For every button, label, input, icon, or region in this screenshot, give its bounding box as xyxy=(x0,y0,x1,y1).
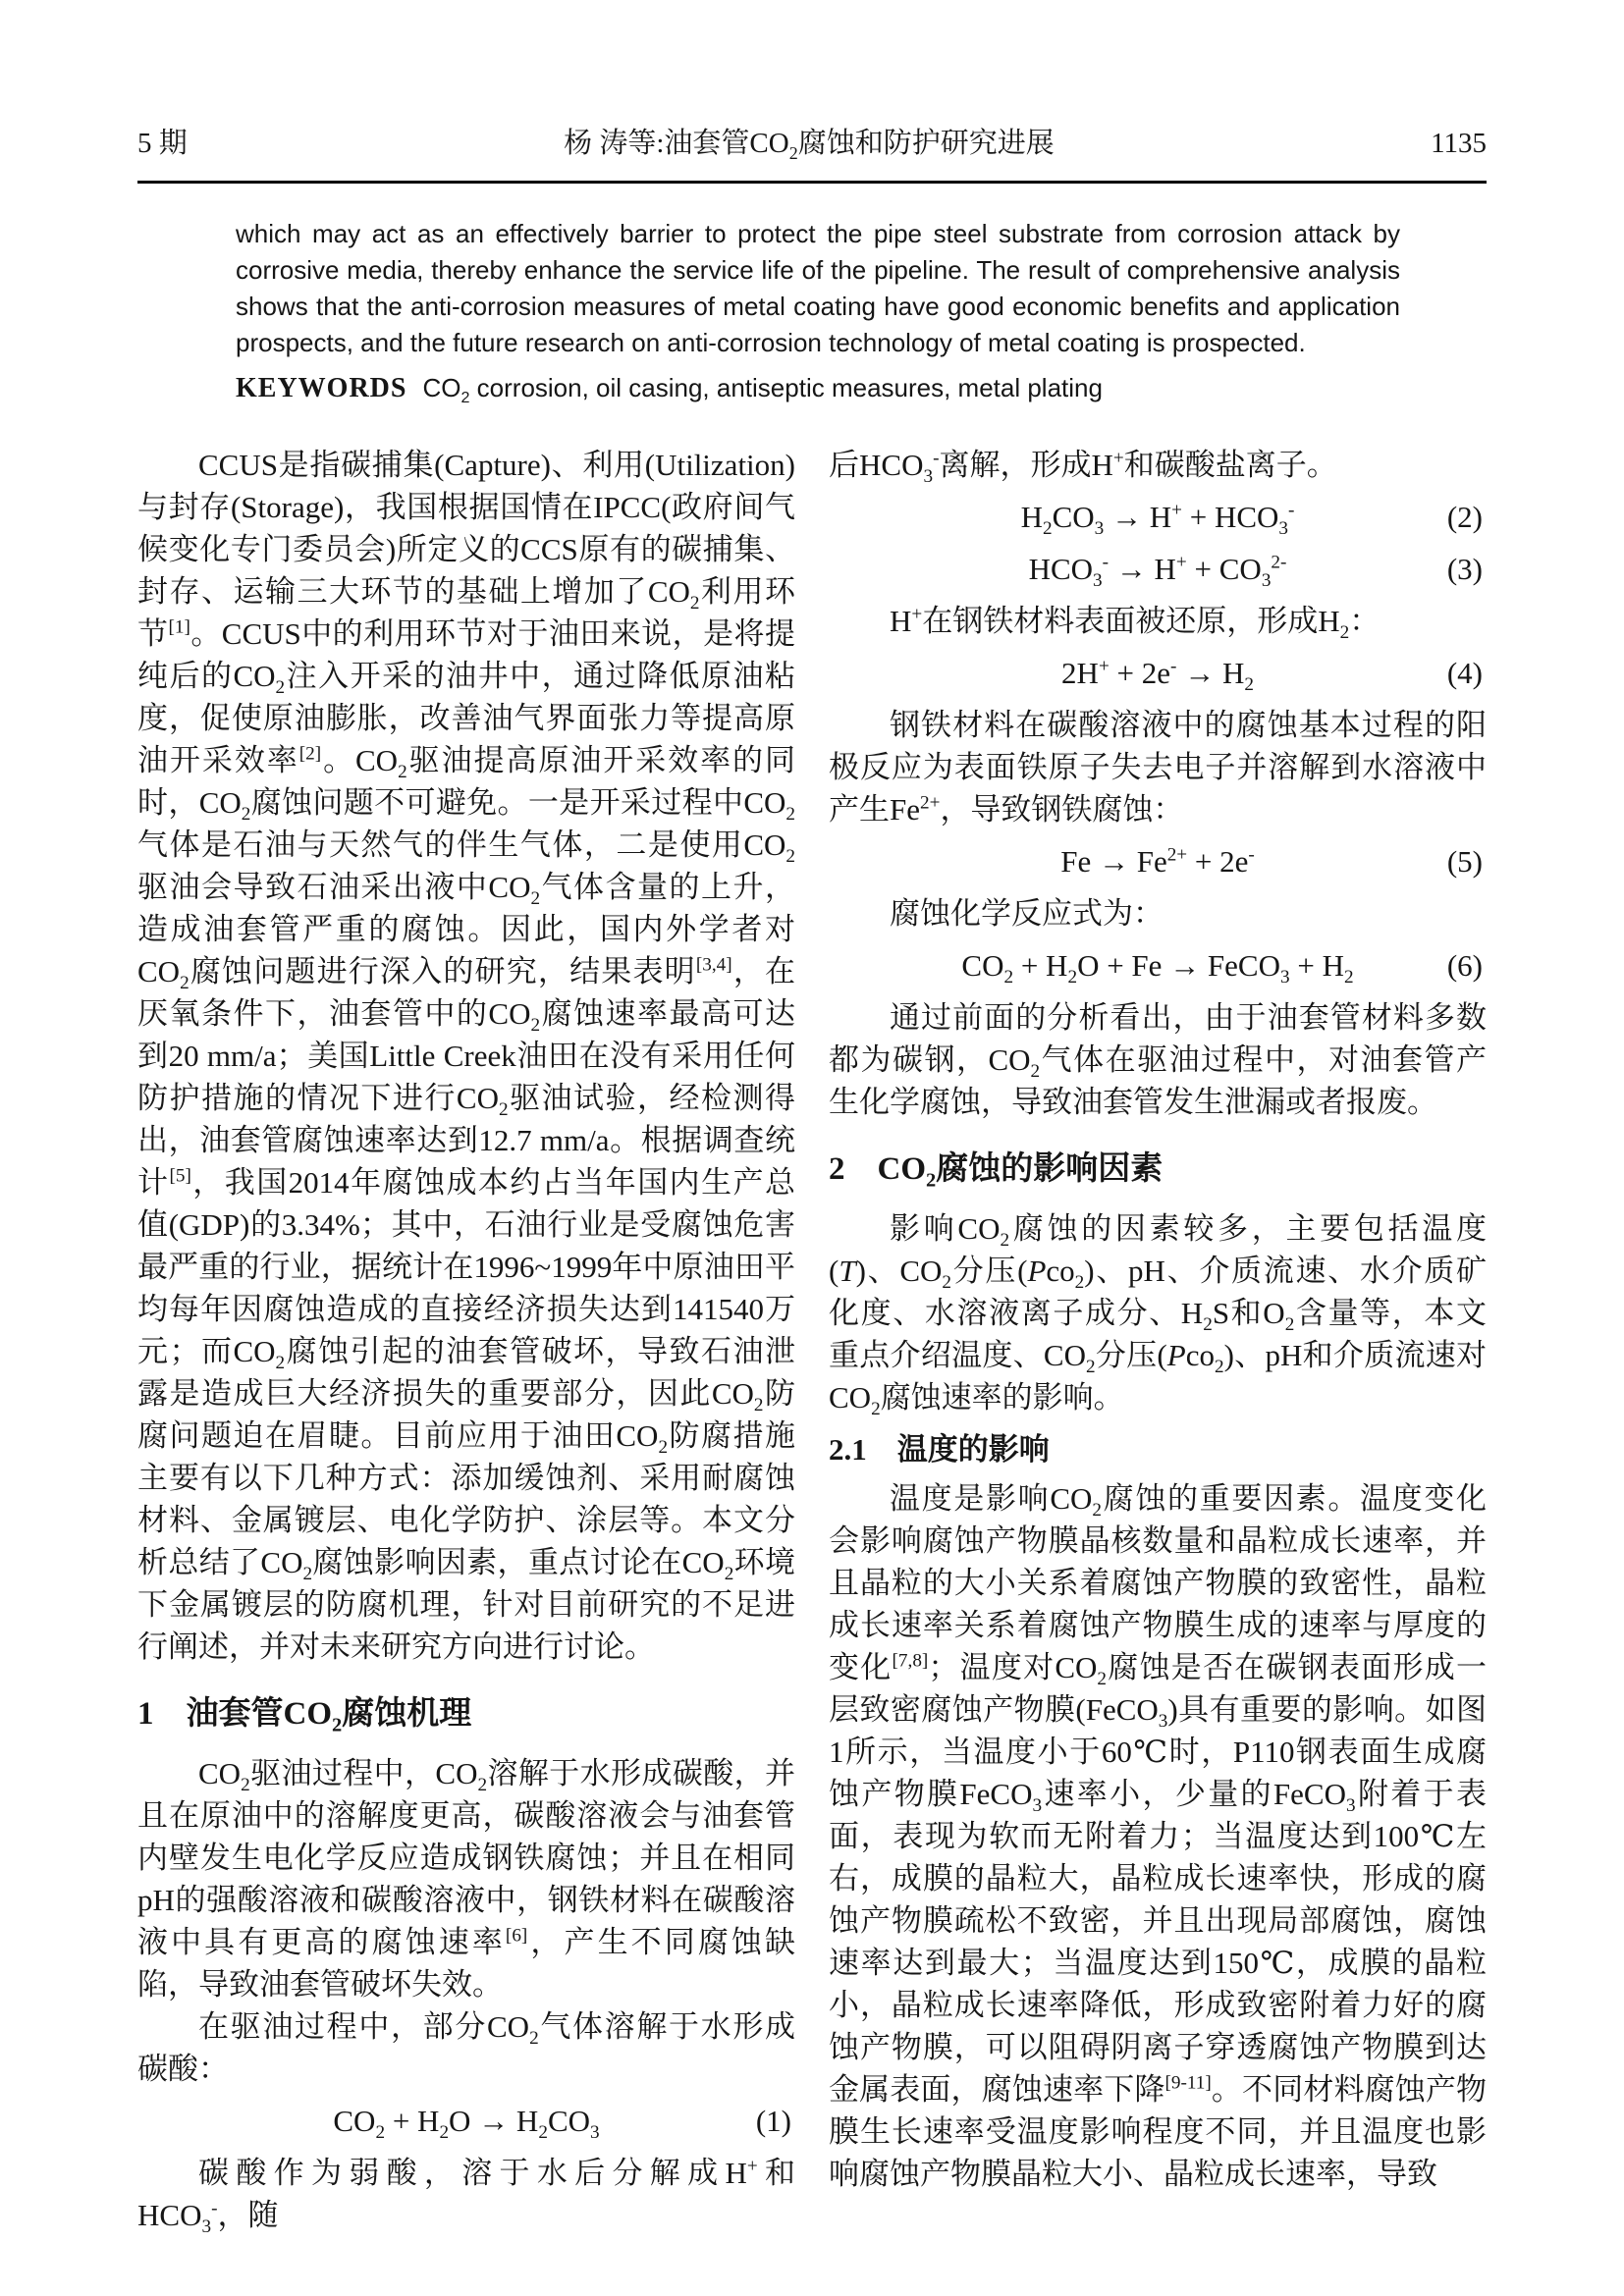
anode-reaction-paragraph: 钢铁材料在碳酸溶液中的腐蚀基本过程的阳极反应为表面铁原子失去电子并溶解到水溶液中产生$Fe^{2+}$，导致钢铁腐蚀： xyxy=(829,708,1487,827)
equation-4-body: $2H^+ + 2e^- \to H_2$ xyxy=(1061,656,1254,696)
chemical-reaction-paragraph: 腐蚀化学反应式为： xyxy=(890,896,1164,931)
keywords-line xyxy=(236,370,1400,406)
equation-2-number: (2) xyxy=(1446,500,1483,534)
equation-5-number: (5) xyxy=(1446,844,1483,879)
equation-4 xyxy=(829,652,1487,694)
equation-6-body: $CO_2 + H_2O + Fe$ → FeCO$_3$ + $H_2$ xyxy=(961,948,1354,988)
equation-3-number: (3) xyxy=(1446,552,1483,586)
equation-1-body: $CO_2 + H_2O \to H_2CO_3$ xyxy=(333,2104,600,2144)
equation-5 xyxy=(829,840,1487,882)
hydrogen-reduction-paragraph: H+在钢铁材料表面被还原，形成$H_2$： xyxy=(890,604,1380,644)
equation-5-body: $Fe \to Fe^{2+} + 2e^-$ xyxy=(1060,844,1255,879)
keywords-text: $CO_2$ corrosion, oil casing, antiseptic measures, metal plating xyxy=(422,373,1103,407)
equation-2-body: $H_2CO_3 \to H^+ + HCO_3^-$ xyxy=(1020,500,1295,540)
header-rule xyxy=(137,181,1487,184)
page-number: 1135 xyxy=(1431,128,1487,159)
equation-4-number: (4) xyxy=(1446,656,1483,690)
summary-paragraph: 通过前面的分析看出，由于油套管材料多数都为碳钢，$CO_2$气体在驱油过程中，对油套管产生化学腐蚀，导致油套管发生泄漏或者报废。 xyxy=(829,1000,1487,1119)
equation-2 xyxy=(829,496,1487,538)
section-1-paragraph-3: 碳酸作为弱酸，溶于水后分解成H+和$HCO_3^-$，随 xyxy=(137,2156,796,2238)
equation-1 xyxy=(137,2100,795,2142)
equation-1-number: (1) xyxy=(755,2104,791,2138)
section-1-paragraph-1: $CO_2$驱油过程中，$CO_2$溶解于水形成碳酸，并且在原油中的溶解度更高，碳酸溶液会与油套管内壁发生电化学反应造成钢铁腐蚀；并且在相同pH的强酸溶液和碳酸溶液中，钢铁材料在碳酸溶液中具有更高的腐蚀速率[6]，产生不同腐蚀缺陷，导致油套管破坏失效。 xyxy=(137,1756,795,2002)
section-2-1-paragraph-1: 温度是影响$CO_2$腐蚀的重要因素。温度变化会影响腐蚀产物膜晶核数量和晶粒成长速率，并且晶粒的大小关系着腐蚀产物膜的致密性，晶粒成长速率关系着腐蚀产物膜生成的速率与厚度的变化[7,8]；温度对$CO_2$腐蚀是否在碳钢表面形成一层致密腐蚀产物膜(FeCO$_3$)具有重要的影响。如图1所示，当温度小于60℃时，P110钢表面生成腐蚀产物膜FeCO$_3$速率小，少量的FeCO$_3$附着于表面，表现为软而无附着力；当温度达到100℃左右，成膜的晶粒大，晶粒成长速率快，形成的腐蚀产物膜疏松不致密，并且出现局部腐蚀，腐蚀速率达到最大；当温度达到150℃，成膜的晶粒小，晶粒成长速率降低，形成致密附着力好的腐蚀产物膜，可以阻碍阴离子穿透腐蚀产物膜到达金属表面，腐蚀速率下降[9-11]。不同材料腐蚀产物膜生长速率受温度影响程度不同，并且温度也影响腐蚀产物膜晶粒大小、晶粒成长速率，导致 xyxy=(829,1481,1488,2191)
continuation-paragraph: 后$HCO_3^-$离解，形成H+和碳酸盐离子。 xyxy=(829,448,1337,488)
abstract-text: which may act as an effectively barrier to protect the pipe steel substrate from corrosion attack by corrosive media, thereby enhance the service life of the pipeline. The result of comprehensive analysis shows that the anti-corrosion measures of metal coating have good economic benefits and application prospects, and the future research on anti-corrosion technology of metal coating is prospected. xyxy=(236,219,1400,357)
keywords-label: KEYWORDS xyxy=(236,373,407,403)
right-column xyxy=(829,444,1487,2236)
equation-6 xyxy=(829,944,1487,987)
equation-6-number: (6) xyxy=(1446,948,1483,983)
running-title: 杨 涛等:油套管$CO_2$腐蚀和防护研究进展 xyxy=(564,128,1055,163)
equation-3-body: $HCO_3^- \to H^+ + CO_3^{2-}$ xyxy=(1028,552,1287,592)
left-column xyxy=(137,444,795,2236)
intro-paragraph: CCUS是指碳捕集(Capture)、利用(Utilization)与封存(Storage)，我国根据国情在IPCC(政府间气候变化专门委员会)所定义的CCS原有的碳捕集、封存、运输三大环节的基础上增加了$CO_2$利用环节[1]。CCUS中的利用环节对于油田来说，是将提纯后的$CO_2$注入开采的油井中，通过降低原油粘度，促使原油膨胀，改善油气界面张力等提高原油开采效率[2]。$CO_2$驱油提高原油开采效率的同时，$CO_2$腐蚀问题不可避免。一是开采过程中$CO_2$气体是石油与天然气的伴生气体，二是使用$CO_2$驱油会导致石油采出液中$CO_2$气体含量的上升，造成油套管严重的腐蚀。因此，国内外学者对$CO_2$腐蚀问题进行深入的研究，结果表明[3,4]，在厌氧条件下，油套管中的$CO_2$腐蚀速率最高可达到20 mm/a；美国Little Creek油田在没有采用任何防护措施的情况下进行$CO_2$驱油试验，经检测得出，油套管腐蚀速率达到12.7 mm/a。根据调查统计[5]，我国2014年腐蚀成本约占当年国内生产总值(GDP)的3.34%；其中，石油行业是受腐蚀危害最严重的行业，据统计在1996~1999年中原油田平均每年因腐蚀造成的直接经济损失达到141540万元；而$CO_2$腐蚀引起的油套管破坏，导致石油泄露是造成巨大经济损失的重要部分，因此$CO_2$防腐问题迫在眉睫。目前应用于油田$CO_2$防腐措施主要有以下几种方式：添加缓蚀剂、采用耐腐蚀材料、金属镀层、电化学防护、涂层等。本文分析总结了$CO_2$腐蚀影响因素，重点讨论在$CO_2$环境下金属镀层的防腐机理，针对目前研究的不足进行阐述，并对未来研究方向进行讨论。 xyxy=(137,448,796,1664)
issue-number: 5 期 xyxy=(137,128,188,159)
page-header xyxy=(137,124,1487,163)
section-2-paragraph-1: 影响$CO_2$腐蚀的因素较多，主要包括温度(T)、$CO_2$分压(Pco$_2$)、pH、介质流速、水介质矿化度、水溶液离子成分、$H_2S$和$O_2$含量等，本文重点介绍温度、$CO_2$分压(Pco$_2$)、pH和介质流速对$CO_2$腐蚀速率的影响。 xyxy=(829,1211,1488,1420)
equation-3 xyxy=(829,548,1487,590)
two-column-body xyxy=(137,444,1487,2236)
abstract-block xyxy=(236,216,1400,406)
section-1-paragraph-2: 在驱油过程中，部分$CO_2$气体溶解于水形成碳酸： xyxy=(137,2009,795,2086)
section-2-1-heading: 2.1 温度的影响 xyxy=(829,1432,1050,1467)
section-2-heading: 2 $CO_2$腐蚀的影响因素 xyxy=(829,1151,1164,1192)
section-1-heading: 1 油套管$CO_2$腐蚀机理 xyxy=(137,1696,472,1736)
